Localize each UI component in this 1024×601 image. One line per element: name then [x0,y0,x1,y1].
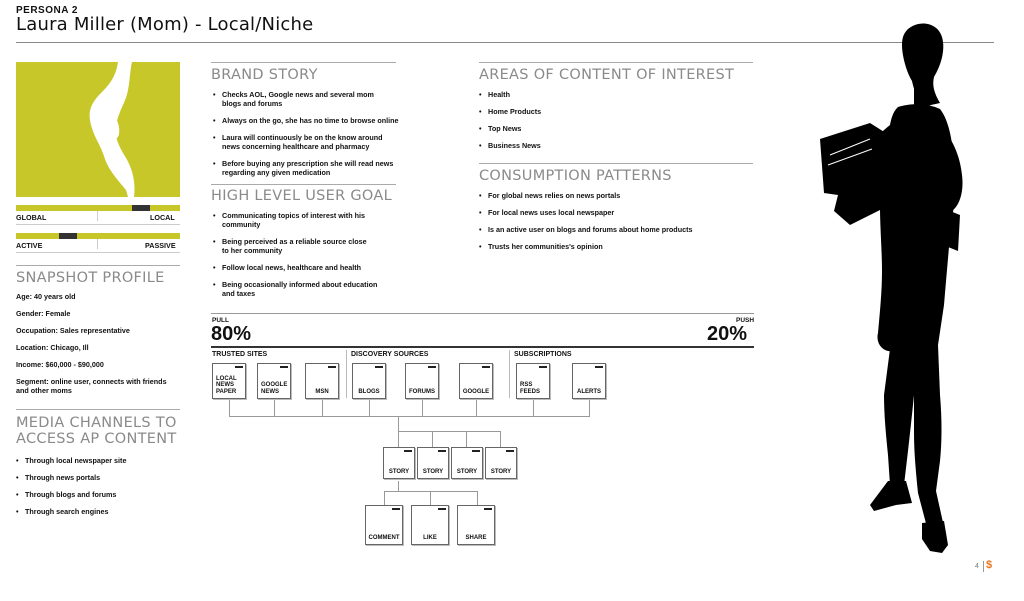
source-label: MSN [315,388,329,395]
profile-income: Income: $60,000 - $90,000 [16,360,104,369]
persona-kicker: PERSONA 2 [16,5,78,16]
pull-label: PULL [212,317,229,324]
source-msn [305,363,339,399]
profile-location: Location: Chicago, Ill [16,343,89,352]
list-item: • Through blogs and forums [16,490,186,499]
list-item: • For global news relies on news portals [479,191,754,200]
story-doc [485,447,517,479]
list-item: • Being perceived as a reliable source close to her community [213,237,413,255]
user-goal-list [213,211,413,306]
global-local-slider [16,205,180,211]
source-blogs [352,363,386,399]
brand-story-list [213,90,413,185]
profile-gender: Gender: Female [16,309,71,318]
source-label: LOCAL NEWS PAPER [216,375,237,395]
story-doc [451,447,483,479]
discovery-sources-label: DISCOVERY SOURCES [351,351,429,358]
snapshot-profile [16,292,191,395]
source-google-news [257,363,291,399]
list-item: • Follow local news, healthcare and health [213,263,413,272]
action-share [457,505,495,545]
source-forums [405,363,439,399]
source-label: GOOGLE NEWS [261,382,288,395]
active-passive-slider [16,233,180,239]
consumption-heading: CONSUMPTION PATTERNS [479,168,672,184]
profile-occupation: Occupation: Sales representative [16,326,130,335]
list-item: • Through local newspaper site [16,456,186,465]
list-item: • Being occasionally informed about education and taxes [213,280,413,298]
story-label: STORY [490,468,512,475]
logo-icon: $ [986,559,993,571]
media-channels-heading: MEDIA CHANNELS TO ACCESS AP CONTENT [16,415,177,447]
local-label: LOCAL [150,213,175,222]
list-item: • Communicating topics of interest with his community [213,211,413,229]
active-label: ACTIVE [16,241,43,250]
trusted-sites-label: TRUSTED SITES [212,351,268,358]
action-comment [365,505,403,545]
pull-value: 80% [211,323,252,345]
global-label: GLOBAL [16,213,47,222]
page-title: Laura Miller (Mom) - Local/Niche [16,14,314,35]
story-doc [417,447,449,479]
global-local-marker [132,205,150,211]
page-number: 4 [975,563,979,570]
consumption-list [479,191,754,259]
action-like [411,505,449,545]
media-channels-list [16,456,186,524]
brand-story-heading: BRAND STORY [211,67,318,83]
chicago-map-graphic [16,62,180,197]
interest-heading: AREAS OF CONTENT OF INTEREST [479,67,735,83]
action-label: LIKE [423,534,437,541]
source-label: FORUMS [409,388,435,395]
story-doc [383,447,415,479]
list-item: • Laura will continuously be on the know around news concerning healthcare and pharmacy [213,133,413,151]
list-item: • Through news portals [16,473,186,482]
passive-label: PASSIVE [145,241,176,250]
list-item: • Is an active user on blogs and forums about home products [479,225,754,234]
list-item: • Top News [479,124,749,133]
list-item: • Always on the go, she has no time to browse online [213,116,413,125]
user-goal-heading: HIGH LEVEL USER GOAL [211,188,392,204]
story-label: STORY [388,468,410,475]
list-item: • For local news uses local newspaper [479,208,754,217]
source-label: BLOGS [358,388,380,395]
profile-segment: Segment: online user, connects with friends and other moms [16,377,167,395]
source-label: ALERTS [577,388,601,395]
story-label: STORY [422,468,444,475]
push-label: PUSH [736,317,755,324]
source-alerts [572,363,606,399]
push-value: 20% [707,323,748,345]
list-item: • Home Products [479,107,749,116]
persona-silhouette-image [810,15,980,590]
profile-age: Age: 40 years old [16,292,76,301]
active-passive-marker [59,233,77,239]
list-item: • Business News [479,141,749,150]
source-label: RSS FEEDS [520,382,541,395]
story-label: STORY [456,468,478,475]
source-google [459,363,493,399]
source-label: GOOGLE [462,388,490,395]
list-item: • Checks AOL, Google news and several mom blogs and forums [213,90,413,108]
source-local-newspaper [212,363,246,399]
list-item: • Through search engines [16,507,186,516]
list-item: • Health [479,90,749,99]
list-item: • Before buying any prescription she will read news regarding any given medication [213,159,413,177]
source-rss-feeds [516,363,550,399]
interest-list [479,90,749,158]
subscriptions-label: SUBSCRIPTIONS [514,351,572,358]
action-label: COMMENT [368,534,400,541]
action-label: SHARE [465,534,487,541]
snapshot-heading: SNAPSHOT PROFILE [16,270,165,286]
list-item: • Trusts her communities's opinion [479,242,754,251]
